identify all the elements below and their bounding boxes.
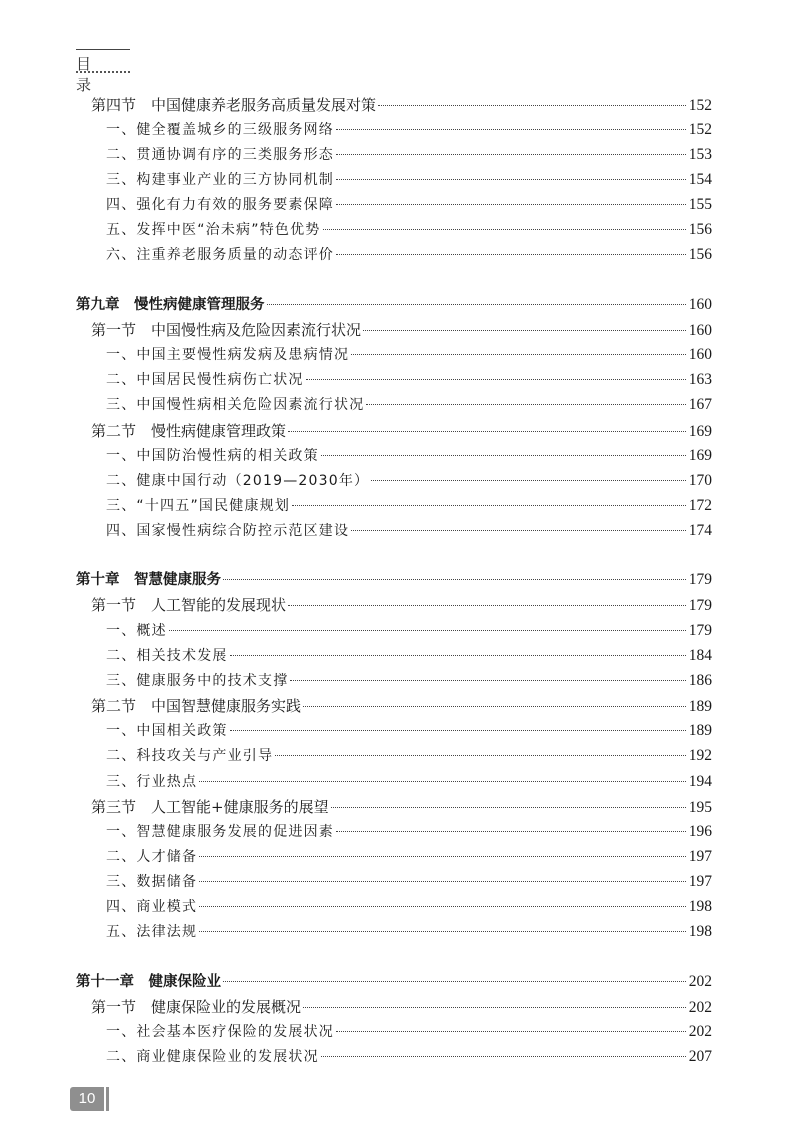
toc-entry-item	[106, 344, 712, 366]
dot-leader	[321, 1055, 686, 1057]
toc-entry-title: 第一节 中国慢性病及危险因素流行状况	[91, 321, 362, 339]
toc-entry-page-number: 192	[688, 747, 712, 764]
dot-leader	[366, 403, 685, 405]
dot-leader	[199, 780, 686, 782]
toc-entry-title: 四、商业模式	[106, 899, 198, 915]
toc-entry-page-number: 197	[688, 848, 712, 865]
toc-entry-title: 第十章 智慧健康服务	[76, 572, 221, 588]
toc-entry-page-number: 189	[688, 698, 712, 715]
toc-entry-title: 二、中国居民慢性病伤亡状况	[106, 372, 304, 388]
toc-entry-title: 第一节 人工智能的发展现状	[91, 596, 287, 614]
toc-entry-title: 三、健康服务中的技术支撑	[106, 673, 289, 689]
toc-entry-item	[106, 169, 712, 191]
toc-entry-title: 三、中国慢性病相关危险因素流行状况	[106, 397, 365, 413]
dot-leader	[336, 253, 686, 255]
toc-entry-item	[106, 720, 712, 742]
toc-entry-title: 三、行业热点	[106, 774, 198, 790]
running-header-divider	[76, 71, 130, 73]
toc-entry-item	[106, 394, 712, 416]
toc-entry-title: 一、中国相关政策	[106, 723, 228, 739]
toc-entry-section	[91, 420, 712, 442]
toc-entry-page-number: 163	[688, 371, 712, 388]
toc-entry-title: 二、相关技术发展	[106, 648, 228, 664]
toc-entry-title: 五、法律法规	[106, 924, 198, 940]
toc-entry-page-number: 198	[688, 923, 712, 940]
dot-leader	[363, 329, 686, 331]
dot-leader	[223, 980, 686, 982]
toc-entry-item	[106, 1046, 712, 1068]
toc-entry-item	[106, 670, 712, 692]
dot-leader	[351, 353, 686, 355]
toc-entry-page-number: 186	[688, 672, 712, 689]
toc-entry-item	[106, 921, 712, 943]
toc-entry-item	[106, 620, 712, 642]
toc-entry-title: 一、智慧健康服务发展的促进因素	[106, 824, 334, 840]
dot-leader	[321, 454, 686, 456]
toc-entry-title: 一、中国主要慢性病发病及患病情况	[106, 347, 350, 363]
toc-entry-page-number: 160	[688, 296, 712, 313]
toc-entry-page-number: 202	[688, 1023, 712, 1040]
toc-entry-item	[106, 821, 712, 843]
dot-leader	[351, 529, 686, 531]
dot-leader	[303, 1006, 686, 1008]
toc-entry-title: 三、构建事业产业的三方协同机制	[106, 172, 334, 188]
toc-entry-page-number: 189	[688, 722, 712, 739]
toc-entry-item	[106, 645, 712, 667]
toc-entry-page-number: 153	[688, 146, 712, 163]
toc-entry-title: 二、健康中国行动（2019—2030年）	[106, 473, 370, 489]
dot-leader	[230, 654, 686, 656]
dot-leader	[199, 905, 686, 907]
toc-entry-item	[106, 119, 712, 141]
toc-entry-page-number: 160	[688, 322, 712, 339]
toc-entry-title: 二、科技攻关与产业引导	[106, 748, 274, 764]
toc-entry-section	[91, 319, 712, 341]
toc-entry-page-number: 154	[688, 171, 712, 188]
toc-entry-title: 三、“十四五”国民健康规划	[106, 498, 291, 514]
toc-entry-page-number: 196	[688, 823, 712, 840]
toc-entry-page-number: 179	[688, 597, 712, 614]
toc-entry-title: 二、商业健康保险业的发展状况	[106, 1049, 319, 1065]
dot-leader	[275, 754, 686, 756]
toc-entry-item	[106, 896, 712, 918]
dot-leader	[292, 504, 686, 506]
page-number-badge: 10	[70, 1087, 104, 1111]
toc-entry-page-number: 179	[688, 622, 712, 639]
toc-entry-item	[106, 194, 712, 216]
dot-leader	[223, 578, 686, 580]
toc-entry-item	[106, 520, 712, 542]
toc-entry-section	[91, 94, 712, 116]
running-header-title: 目录	[76, 49, 130, 72]
toc-entry-title: 五、发挥中医“治未病”特色优势	[106, 222, 321, 238]
toc-entry-item	[106, 846, 712, 868]
toc-entry-page-number: 184	[688, 647, 712, 664]
toc-entry-title: 二、贯通协调有序的三类服务形态	[106, 147, 334, 163]
toc-entry-section	[91, 996, 712, 1018]
dot-leader	[378, 104, 686, 106]
toc-entry-title: 一、健全覆盖城乡的三级服务网络	[106, 122, 334, 138]
dot-leader	[303, 705, 686, 707]
toc-entry-section	[91, 594, 712, 616]
dot-leader	[199, 930, 686, 932]
toc-entry-title: 一、概述	[106, 623, 167, 639]
toc-entry-item	[106, 144, 712, 166]
toc-entry-title: 第三节 人工智能+健康服务的展望	[91, 798, 329, 816]
dot-leader	[336, 128, 686, 130]
toc-entry-chapter	[76, 569, 712, 591]
toc-entry-title: 第一节 健康保险业的发展概况	[91, 998, 302, 1016]
toc-entry-chapter	[76, 294, 712, 316]
toc-entry-item	[106, 871, 712, 893]
toc-entry-chapter	[76, 971, 712, 993]
toc-entry-page-number: 197	[688, 873, 712, 890]
toc-entry-title: 第二节 中国智慧健康服务实践	[91, 697, 302, 715]
toc-entry-title: 六、注重养老服务质量的动态评价	[106, 247, 334, 263]
toc-entry-page-number: 198	[688, 898, 712, 915]
dot-leader	[199, 880, 686, 882]
dot-leader	[306, 378, 686, 380]
toc-entry-page-number: 194	[688, 773, 712, 790]
dot-leader	[288, 604, 686, 606]
toc-entry-title: 四、国家慢性病综合防控示范区建设	[106, 523, 350, 539]
toc-entry-item	[106, 369, 712, 391]
toc-entry-page-number: 167	[688, 396, 712, 413]
dot-leader	[336, 830, 686, 832]
toc-entry-title: 第四节 中国健康养老服务高质量发展对策	[91, 96, 377, 114]
toc-entry-page-number: 156	[688, 221, 712, 238]
toc-entry-title: 第十一章 健康保险业	[76, 974, 221, 990]
toc-entry-title: 一、中国防治慢性病的相关政策	[106, 448, 319, 464]
toc-entry-page-number: 172	[688, 497, 712, 514]
toc-entry-title: 一、社会基本医疗保险的发展状况	[106, 1024, 334, 1040]
dot-leader	[230, 729, 686, 731]
toc-entry-title: 三、数据储备	[106, 874, 198, 890]
toc-entry-page-number: 160	[688, 346, 712, 363]
toc-entry-item	[106, 495, 712, 517]
toc-entry-title: 第二节 慢性病健康管理政策	[91, 422, 287, 440]
toc-entry-page-number: 202	[688, 999, 712, 1016]
toc-entry-page-number: 152	[688, 121, 712, 138]
toc-entry-item	[106, 244, 712, 266]
dot-leader	[371, 479, 685, 481]
toc-entry-page-number: 170	[688, 472, 712, 489]
toc-entry-section	[91, 796, 712, 818]
dot-leader	[336, 153, 686, 155]
dot-leader	[336, 1030, 686, 1032]
toc-entry-page-number: 195	[688, 799, 712, 816]
dot-leader	[199, 855, 686, 857]
toc-entry-item	[106, 771, 712, 793]
page-number-bar	[106, 1087, 109, 1111]
toc-entry-item	[106, 745, 712, 767]
dot-leader	[169, 629, 686, 631]
dot-leader	[290, 679, 685, 681]
toc-entry-section	[91, 695, 712, 717]
toc-entry-page-number: 174	[688, 522, 712, 539]
toc-entry-item	[106, 445, 712, 467]
dot-leader	[323, 228, 686, 230]
toc-entry-title: 四、强化有力有效的服务要素保障	[106, 197, 334, 213]
toc-entry-title: 第九章 慢性病健康管理服务	[76, 297, 265, 313]
dot-leader	[336, 178, 686, 180]
toc-entry-page-number: 179	[688, 571, 712, 588]
toc-entry-page-number: 155	[688, 196, 712, 213]
toc-entry-item	[106, 1021, 712, 1043]
toc-entry-page-number: 202	[688, 973, 712, 990]
dot-leader	[336, 203, 686, 205]
dot-leader	[267, 303, 686, 305]
dot-leader	[331, 806, 686, 808]
toc-entry-item	[106, 470, 712, 492]
toc-entry-page-number: 207	[688, 1048, 712, 1065]
toc-entry-page-number: 169	[688, 423, 712, 440]
dot-leader	[288, 430, 686, 432]
toc-entry-title: 二、人才储备	[106, 849, 198, 865]
toc-entry-page-number: 156	[688, 246, 712, 263]
toc-entry-page-number: 169	[688, 447, 712, 464]
toc-entry-item	[106, 219, 712, 241]
toc-entry-page-number: 152	[688, 97, 712, 114]
